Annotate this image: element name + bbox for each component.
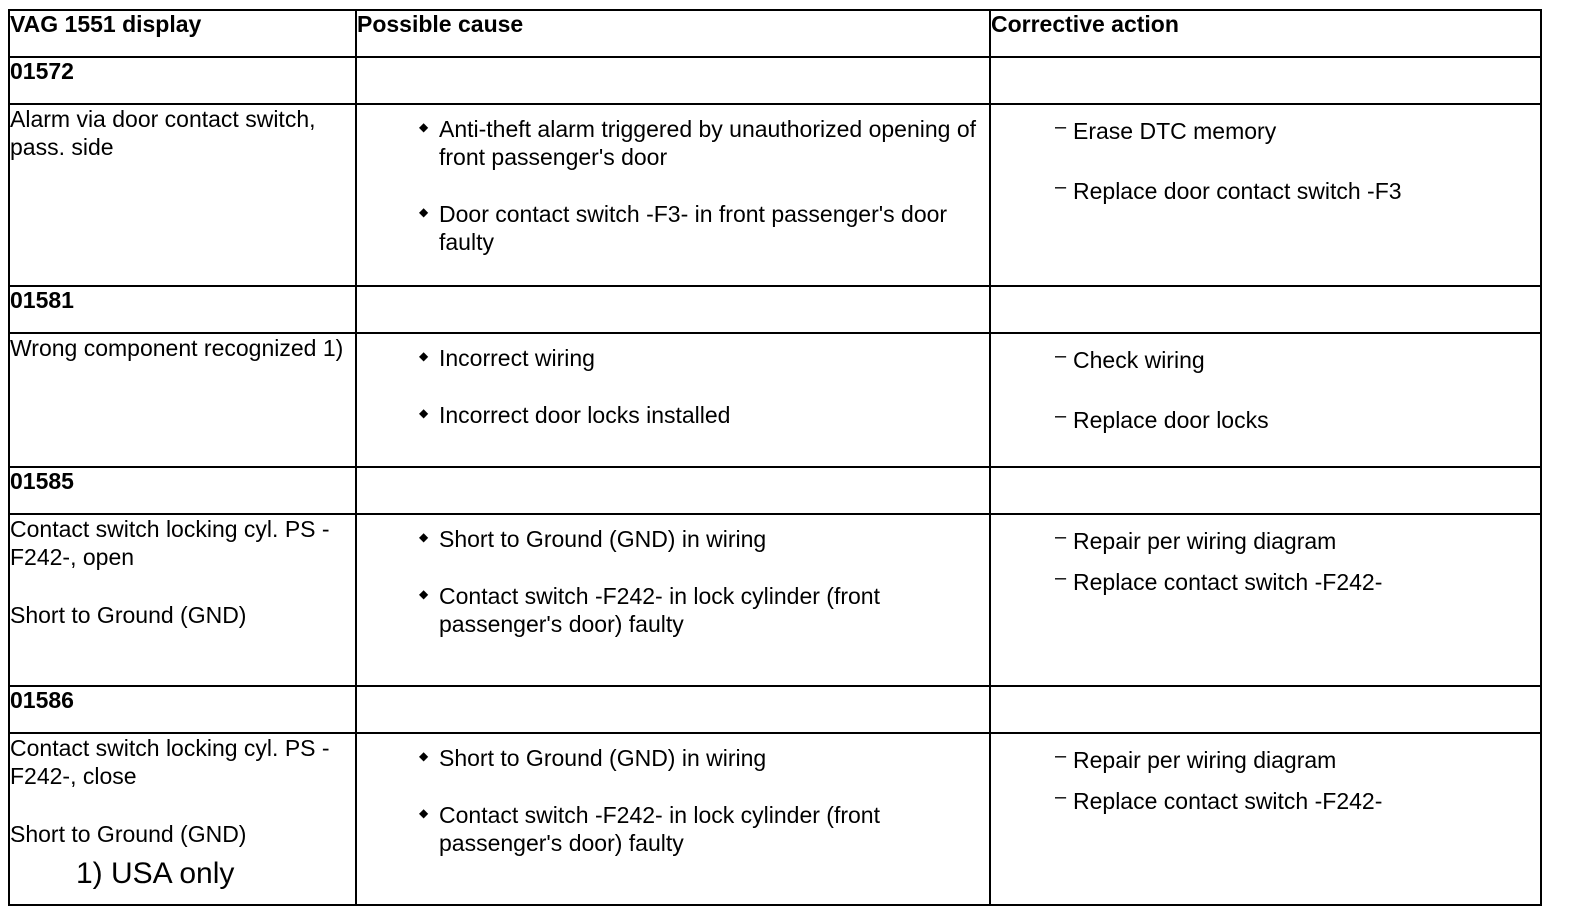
diamond-bullet-icon: ◆ <box>419 120 429 134</box>
cause-cell <box>356 733 990 905</box>
description-line: Short to Ground (GND) <box>10 602 247 628</box>
dash-bullet-icon: – <box>1055 745 1067 767</box>
action-text: Repair per wiring diagram <box>1073 528 1337 554</box>
fault-description <box>9 514 356 686</box>
dash-bullet-icon: – <box>1055 405 1067 427</box>
dtc-code: 01586 <box>9 686 356 733</box>
action-item <box>1055 746 1540 774</box>
header-display: VAG 1551 display <box>9 10 356 57</box>
action-cell <box>990 104 1541 286</box>
fault-description <box>9 333 356 467</box>
diamond-bullet-icon: ◆ <box>419 349 429 363</box>
detail-row <box>9 514 1541 686</box>
action-text: Replace door contact switch -F3 <box>1073 178 1402 204</box>
action-cell <box>990 733 1541 905</box>
code-row <box>9 286 1541 333</box>
diamond-bullet-icon: ◆ <box>419 587 429 601</box>
dtc-code: 01581 <box>9 286 356 333</box>
empty-cell <box>356 467 990 514</box>
action-item <box>1055 346 1540 374</box>
dash-bullet-icon: – <box>1055 176 1067 198</box>
action-text: Replace contact switch -F242- <box>1073 569 1383 595</box>
cause-text: Anti-theft alarm triggered by unauthorized opening of front passenger's door <box>439 116 976 170</box>
empty-cell <box>356 57 990 104</box>
action-item <box>1055 177 1540 205</box>
diamond-bullet-icon: ◆ <box>419 205 429 219</box>
footnote: 1) USA only <box>76 857 235 890</box>
action-item <box>1055 406 1540 434</box>
code-row <box>9 57 1541 104</box>
description-line: Wrong component recognized 1) <box>10 335 344 361</box>
action-text: Replace contact switch -F242- <box>1073 788 1383 814</box>
action-text: Check wiring <box>1073 347 1205 373</box>
empty-cell <box>356 686 990 733</box>
code-row <box>9 686 1541 733</box>
cause-cell <box>356 333 990 467</box>
dash-bullet-icon: – <box>1055 786 1067 808</box>
cause-text: Short to Ground (GND) in wiring <box>439 745 767 771</box>
action-text: Repair per wiring diagram <box>1073 747 1337 773</box>
description-line: Contact switch locking cyl. PS -F242-, open <box>10 516 330 570</box>
cause-text: Incorrect door locks installed <box>439 402 731 428</box>
header-row <box>9 10 1541 57</box>
detail-row <box>9 333 1541 467</box>
action-item <box>1055 117 1540 145</box>
dash-bullet-icon: – <box>1055 526 1067 548</box>
cause-item <box>419 401 989 429</box>
diamond-bullet-icon: ◆ <box>419 749 429 763</box>
diamond-bullet-icon: ◆ <box>419 806 429 820</box>
empty-cell <box>990 57 1541 104</box>
header-action: Corrective action <box>990 10 1541 57</box>
description-line: Short to Ground (GND) <box>10 821 247 847</box>
cause-text: Contact switch -F242- in lock cylinder (front passenger's door) faulty <box>439 802 880 856</box>
detail-row <box>9 733 1541 905</box>
empty-cell <box>990 686 1541 733</box>
cause-item <box>419 200 989 256</box>
dash-bullet-icon: – <box>1055 116 1067 138</box>
action-cell <box>990 514 1541 686</box>
cause-text: Incorrect wiring <box>439 345 595 371</box>
dash-bullet-icon: – <box>1055 345 1067 367</box>
cause-cell <box>356 514 990 686</box>
description-line: Alarm via door contact switch, pass. side <box>10 106 316 160</box>
action-item <box>1055 568 1540 596</box>
cause-item <box>419 525 989 553</box>
cause-item <box>419 344 989 372</box>
fault-description <box>9 104 356 286</box>
cause-item <box>419 115 989 171</box>
cause-cell <box>356 104 990 286</box>
diamond-bullet-icon: ◆ <box>419 530 429 544</box>
empty-cell <box>990 286 1541 333</box>
header-cause: Possible cause <box>356 10 990 57</box>
cause-text: Contact switch -F242- in lock cylinder (front passenger's door) faulty <box>439 583 880 637</box>
action-item <box>1055 527 1540 555</box>
dash-bullet-icon: – <box>1055 567 1067 589</box>
cause-item <box>419 582 989 638</box>
empty-cell <box>356 286 990 333</box>
dtc-table <box>8 9 1542 906</box>
cause-item <box>419 801 989 857</box>
description-line: Contact switch locking cyl. PS -F242-, close <box>10 735 330 789</box>
dtc-code: 01572 <box>9 57 356 104</box>
diamond-bullet-icon: ◆ <box>419 406 429 420</box>
detail-row <box>9 104 1541 286</box>
dtc-code: 01585 <box>9 467 356 514</box>
action-text: Replace door locks <box>1073 407 1269 433</box>
action-cell <box>990 333 1541 467</box>
cause-text: Door contact switch -F3- in front passenger's door faulty <box>439 201 948 255</box>
action-text: Erase DTC memory <box>1073 118 1277 144</box>
code-row <box>9 467 1541 514</box>
cause-item <box>419 744 989 772</box>
cause-text: Short to Ground (GND) in wiring <box>439 526 767 552</box>
action-item <box>1055 787 1540 815</box>
empty-cell <box>990 467 1541 514</box>
